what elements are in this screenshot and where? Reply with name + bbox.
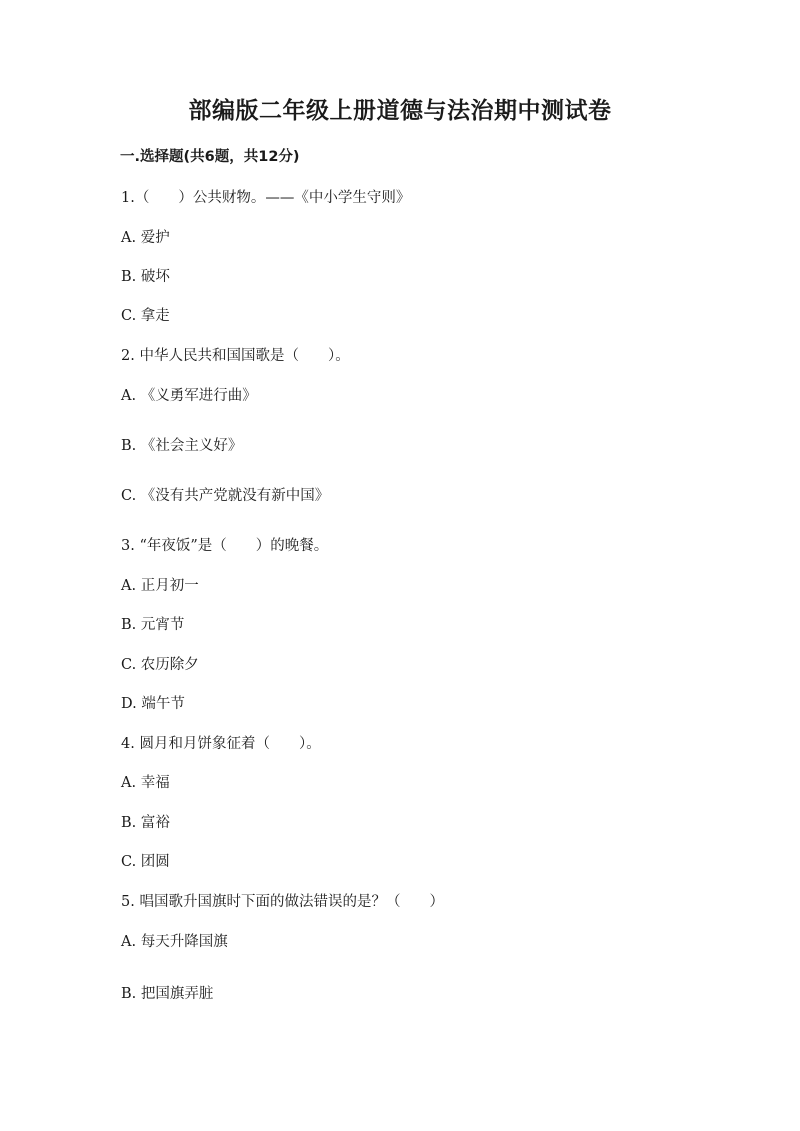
page-title: 部编版二年级上册道德与法治期中测试卷 [188,98,612,124]
question-4-option-b: B. 富裕 [121,815,170,831]
question-2-option-b: B. 《社会主义好》 [121,438,243,454]
question-3-option-a: A. 正月初一 [121,578,199,594]
question-1-option-a: A. 爱护 [121,230,170,246]
question-5-option-b: B. 把国旗弄脏 [121,986,214,1002]
question-3-option-d: D. 端午节 [121,696,185,712]
question-1-stem: 1.（ ）公共财物。——《中小学生守则》 [121,190,411,206]
question-5-stem: 5. 唱国歌升国旗时下面的做法错误的是？（ ） [121,894,444,910]
question-5-option-a: A. 每天升降国旗 [121,934,228,950]
question-1-option-b: B. 破坏 [121,269,170,285]
question-2-option-a: A. 《义勇军进行曲》 [121,388,257,404]
question-4-stem: 4. 圆月和月饼象征着（ ）。 [121,736,321,752]
question-2-option-c: C. 《没有共产党就没有新中国》 [121,488,330,504]
question-3-option-c: C. 农历除夕 [121,657,199,673]
question-3-option-b: B. 元宵节 [121,617,185,633]
question-4-option-c: C. 团圆 [121,854,170,870]
section-heading: 一.选择题(共6题，共12分) [120,149,300,165]
question-1-option-c: C. 拿走 [121,308,170,324]
question-4-option-a: A. 幸福 [121,775,170,791]
question-2-stem: 2. 中华人民共和国国歌是（ ）。 [121,348,350,364]
question-3-stem: 3. “年夜饭”是（ ）的晚餐。 [121,538,329,554]
